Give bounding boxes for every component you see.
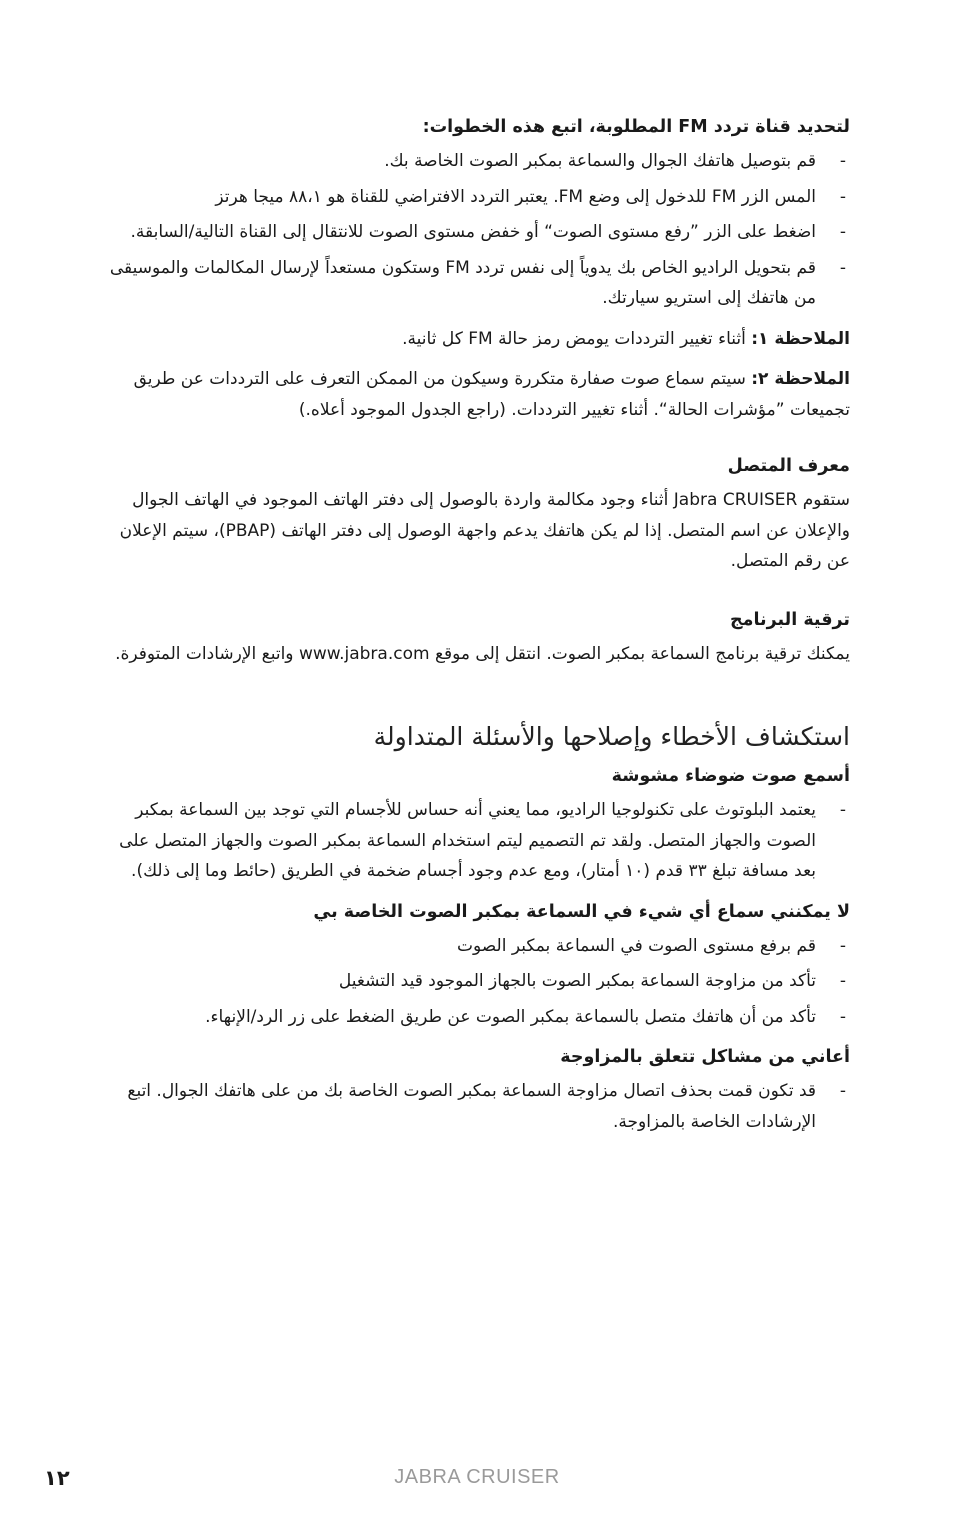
note-2-label: الملاحظة ٢: [751, 369, 850, 389]
list-item: - تأكد من أن هاتفك متصل بالسماعة بمكبر الصوت عن طريق الضغط على زر الرد/الإنهاء. [108, 1002, 850, 1033]
list-item: - قم برفع مستوى الصوت في السماعة بمكبر الصوت [108, 931, 850, 962]
noise-list [108, 795, 850, 887]
upgrade-heading: ترقية البرنامج [730, 609, 850, 630]
list-item: - تأكد من مزاوجة السماعة بمكبر الصوت بالجهاز الموجود قيد التشغيل [108, 966, 850, 997]
note-1 [108, 324, 850, 355]
footer-brand: JABRA CRUISER [394, 1466, 560, 1488]
note-1-text: أثناء تغيير الترددات يومض رمز حالة FM كل ثانية. [402, 328, 752, 349]
caller-id-body: ستقوم Jabra CRUISER أثناء وجود مكالمة واردة بالوصول إلى دفتر الهاتف الموجود في الهاتف الجوال والإعلان عن اسم المتصل. إذا لم يكن هاتفك يدعم واجهة الوصول إلى دفتر الهاتف (PBAP)، سيتم الإعلان عن رقم المتصل. [119, 490, 850, 571]
note-1-label: الملاحظة ١: [751, 328, 850, 349]
fm-steps-list [108, 146, 850, 314]
list-item: - قم بتحويل الراديو الخاص بك يدوياً إلى نفس تردد FM وستكون مستعداً لإرسال المكالمات والموسيقى من هاتفك إلى استريو سيارتك. [108, 253, 850, 314]
fm-heading: لتحديد قناة تردد FM المطلوبة، اتبع هذه الخطوات: [422, 117, 850, 137]
noise-heading: أسمع صوت ضوضاء مشوشة [611, 766, 850, 786]
list-item: - يعتمد البلوتوث على تكنولوجيا الراديو، مما يعني أنه حساس للأجسام التي توجد بين السماعة بمكبر الصوت والجهاز المتصل. ولقد تم التصميم ليتم استخدام السماعة بمكبر الصوت والجهاز المتصل على بعد مسافة تبلغ ٣٣ قدم (١٠ أمتار)، ومع عدم وجود أجسام ضخمة في الطريق (حائط وما إلى ذلك). [108, 795, 850, 887]
list-item: - قم بتوصيل هاتفك الجوال والسماعة بمكبر الصوت الخاصة بك. [108, 146, 850, 177]
no-sound-list [108, 931, 850, 1033]
list-item: - قد تكون قمت بحذف اتصال مزاوجة السماعة بمكبر الصوت الخاصة بك من على هاتفك الجوال. اتبع الإرشادات الخاصة بالمزاوجة. [108, 1076, 850, 1137]
manual-page [108, 112, 850, 1137]
page-number: ١٢ [44, 1466, 70, 1490]
list-item: - اضغط على الزر ”رفع مستوى الصوت“ أو خفض مستوى الصوت للانتقال إلى القناة التالية/السابقة. [108, 217, 850, 248]
no-sound-heading: لا يمكنني سماع أي شيء في السماعة بمكبر الصوت الخاصة بي [313, 901, 850, 922]
note-2 [108, 364, 850, 425]
caller-id-heading: معرف المتصل [727, 456, 850, 476]
troubleshooting-title: استكشاف الأخطاء وإصلاحها والأسئلة المتداولة [373, 722, 850, 751]
note-2-text: سيتم سماع صوت صفارة متكررة وسيكون من الممكن التعرف على الترددات عن طريق تجميعات ”مؤشرات الحالة“. أثناء تغيير الترددات. (راجع الجدول الموجود أعلاه.) [133, 369, 850, 420]
upgrade-body: يمكنك ترقية برنامج السماعة بمكبر الصوت. انتقل إلى موقع www.jabra.com واتبع الإرشادات المتوفرة. [115, 643, 850, 664]
list-item: - المس الزر FM للدخول إلى وضع FM. يعتبر التردد الافتراضي للقناة هو ٨٨،١ ميجا هرتز [108, 182, 850, 213]
pairing-list [108, 1076, 850, 1137]
pairing-heading: أعاني من مشاكل تتعلق بالمزاوجة [560, 1047, 850, 1067]
